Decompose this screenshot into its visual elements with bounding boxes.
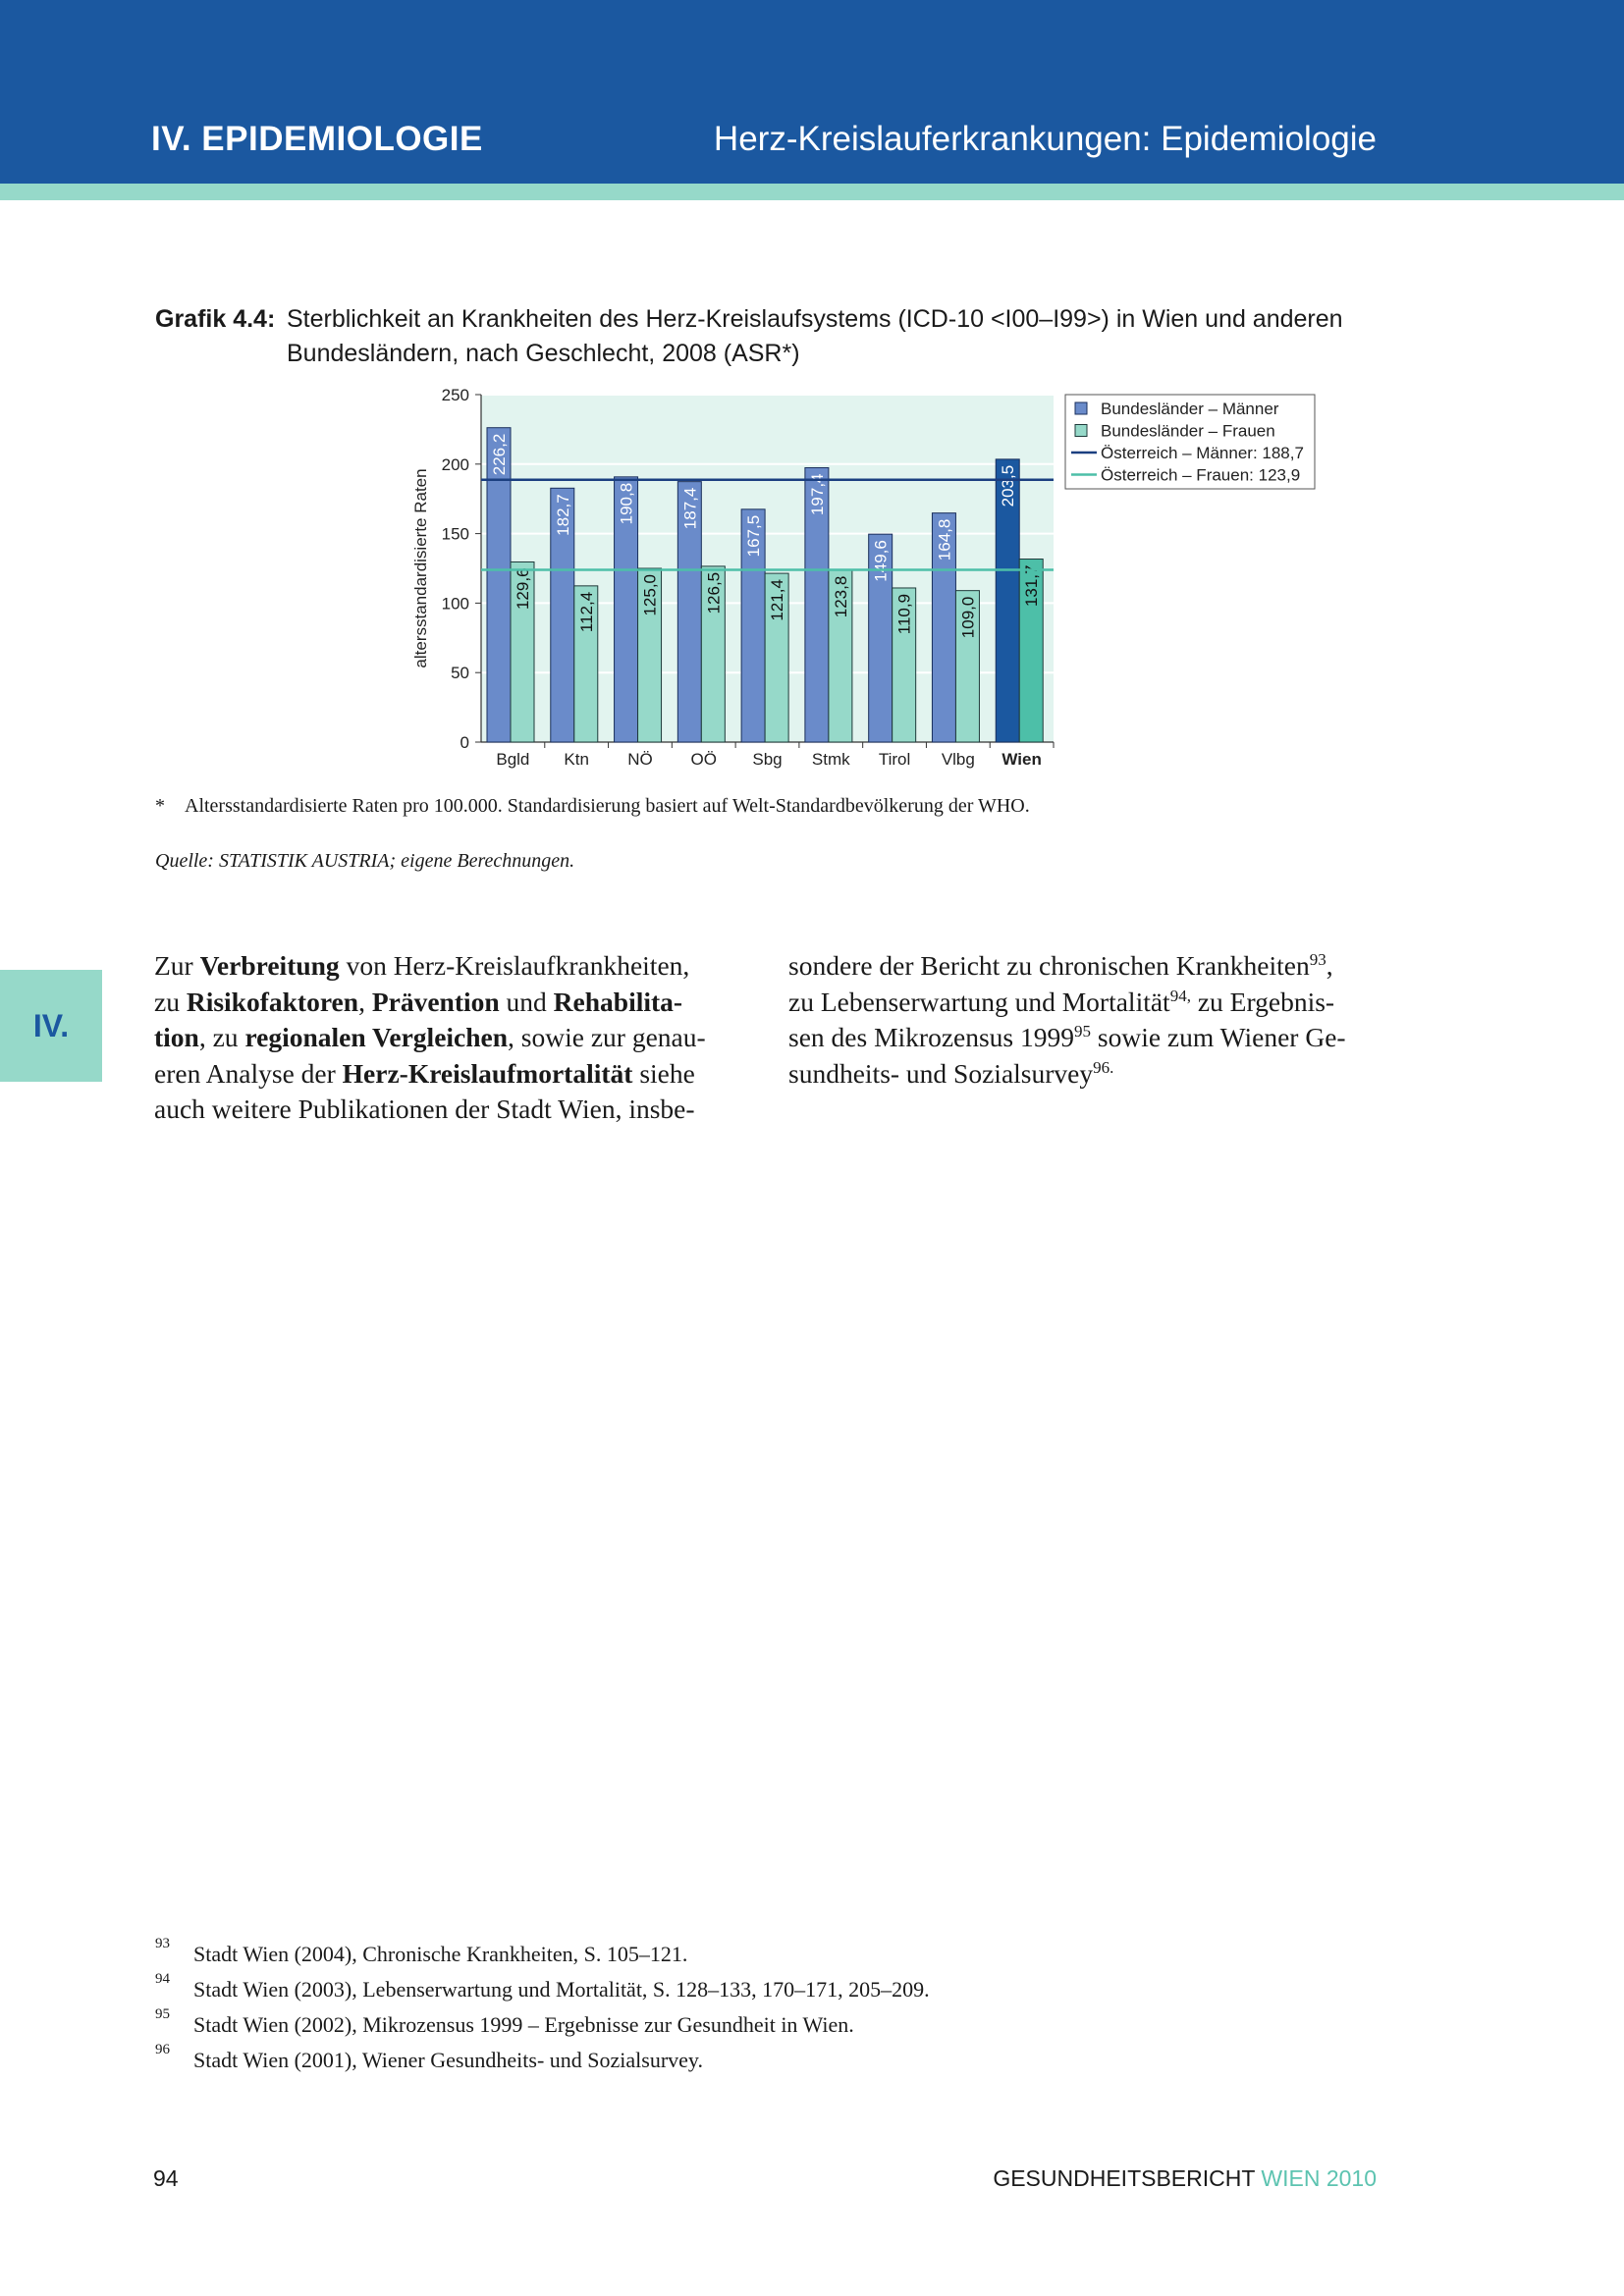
value-label-women: 125,0 (640, 574, 660, 616)
y-tick-label: 0 (460, 733, 469, 752)
chapter-side-tab: IV. (0, 970, 102, 1082)
body-text-left: Zur Verbreitung von Herz-Kreislaufkrankheiten, zu Risikofaktoren, Prävention und Rehabilita- tion, zu regionalen Vergleichen, sowie zur genau- eren Analyse der Herz-Kreislaufmortalität siehe auch weitere Publikationen der Stadt Wien, insbe- (154, 950, 706, 1124)
x-tick-label: Bgld (496, 750, 530, 769)
chapter-title: Herz-Kreislauferkrankungen: Epidemiologie (713, 120, 1377, 158)
chart-source: Quelle: STATISTIK AUSTRIA; eigene Berechnungen. (155, 850, 575, 872)
bar-chart (403, 385, 1326, 782)
header-stripe (0, 184, 1624, 200)
page-header (0, 0, 1624, 184)
value-label-men: 149,6 (871, 540, 891, 582)
footnote-ref: 94, (1169, 986, 1191, 1005)
footnote-entry: Stadt Wien (2004), Chronische Krankheiten, S. 105–121. (193, 1942, 688, 1966)
value-label-women: 112,4 (576, 591, 596, 633)
x-tick-label: Tirol (878, 750, 911, 769)
x-tick-label: Wien (1001, 750, 1042, 769)
value-label-men: 197,4 (807, 473, 827, 516)
footnote-marker: * (155, 795, 165, 817)
y-tick-label: 250 (441, 386, 469, 404)
value-label-men: 164,8 (935, 518, 954, 561)
emphasis: Verbreitung (199, 950, 340, 981)
footnote-entry: Stadt Wien (2003), Lebenserwartung und Mortalität, S. 128–133, 170–171, 205–209. (193, 1977, 930, 2002)
value-label-men: 203,5 (999, 464, 1018, 507)
x-tick-label: NÖ (627, 750, 653, 769)
x-tick-label: Vlbg (941, 750, 975, 769)
x-tick-label: Stmk (811, 750, 850, 769)
value-label-women: 121,4 (768, 579, 787, 621)
value-label-men: 187,4 (680, 487, 700, 530)
value-label-men: 190,8 (617, 482, 636, 525)
caption-line-2: Bundesländern, nach Geschlecht, 2008 (ASR*) (287, 340, 800, 367)
figure-caption-text (287, 302, 1377, 371)
value-label-women: 131,7 (1022, 564, 1042, 608)
footnote-number: 93 (155, 1936, 170, 1951)
y-tick-label: 200 (441, 454, 469, 474)
value-label-women: 110,9 (894, 593, 914, 635)
section-title: IV. EPIDEMIOLOGIE (151, 120, 483, 158)
emphasis: regionalen Vergleichen (244, 1022, 509, 1052)
footnote-ref: 96. (1093, 1057, 1114, 1077)
emphasis: Risikofaktoren (186, 986, 359, 1017)
emphasis: Herz-Kreislaufmortalität (342, 1057, 633, 1089)
footnote-text: Altersstandardisierte Raten pro 100.000. Standardisierung basiert auf Welt-Standardbevölkerung der WHO. (185, 795, 1030, 817)
value-label-men: 226,2 (490, 433, 509, 476)
y-axis-title: altersstandardisierte Raten (411, 468, 430, 668)
emphasis: Prävention (371, 986, 500, 1017)
value-label-women: 123,8 (831, 575, 850, 618)
x-tick-label: OÖ (690, 750, 717, 769)
footnote-ref: 95 (1074, 1021, 1092, 1041)
y-tick-label: 100 (441, 594, 469, 614)
legend-swatch (1075, 402, 1087, 414)
y-tick-label: 150 (441, 524, 469, 544)
legend-label: Bundesländer – Frauen (1101, 421, 1275, 441)
report-accent: WIEN 2010 (1261, 2165, 1377, 2191)
y-tick-label: 50 (451, 664, 469, 683)
emphasis: tion (154, 1022, 199, 1052)
footnote-entry: Stadt Wien (2001), Wiener Gesundheits- und Sozialsurvey. (193, 2048, 703, 2072)
footnote-number: 96 (155, 2042, 170, 2057)
legend-swatch (1075, 425, 1087, 437)
footnote-ref: 93 (1309, 949, 1326, 969)
caption-line-1: Sterblichkeit an Krankheiten des Herz-Kreislaufsystems (ICD-10 <I00–I99>) in Wien und anderen (287, 305, 1343, 333)
footnote-number: 94 (155, 1971, 170, 1987)
figure-label: Grafik 4.4: (155, 305, 276, 333)
legend-label: Bundesländer – Männer (1101, 400, 1279, 418)
x-tick-label: Ktn (564, 750, 589, 769)
value-label-women: 109,0 (958, 596, 978, 639)
x-tick-label: Sbg (752, 750, 783, 769)
emphasis: Rehabilita- (553, 986, 683, 1017)
page-number: 94 (153, 2165, 179, 2191)
value-label-women: 129,6 (514, 567, 532, 611)
footnote-number: 95 (155, 2006, 170, 2022)
value-label-women: 126,5 (704, 571, 724, 614)
footnote-entry: Stadt Wien (2002), Mikrozensus 1999 – Ergebnisse zur Gesundheit in Wien. (193, 2012, 854, 2037)
report-title: GESUNDHEITSBERICHT WIEN 2010 (993, 2165, 1377, 2191)
value-label-men: 182,7 (553, 494, 572, 536)
legend-label: Österreich – Männer: 188,7 (1101, 444, 1304, 462)
body-text-right: sondere der Bericht zu chronischen Krankheiten$^{93}$, zu Lebenserwartung und Mortalität$^{94,}$ zu Ergebnis- sen des Mikrozensus 1999$^{95}$ sowie zum Wiener Ge- sundheits- und Sozialsurvey$^{96.}$ (788, 949, 1346, 1089)
value-label-men: 167,5 (744, 514, 764, 558)
legend-label: Österreich – Frauen: 123,9 (1101, 465, 1301, 485)
